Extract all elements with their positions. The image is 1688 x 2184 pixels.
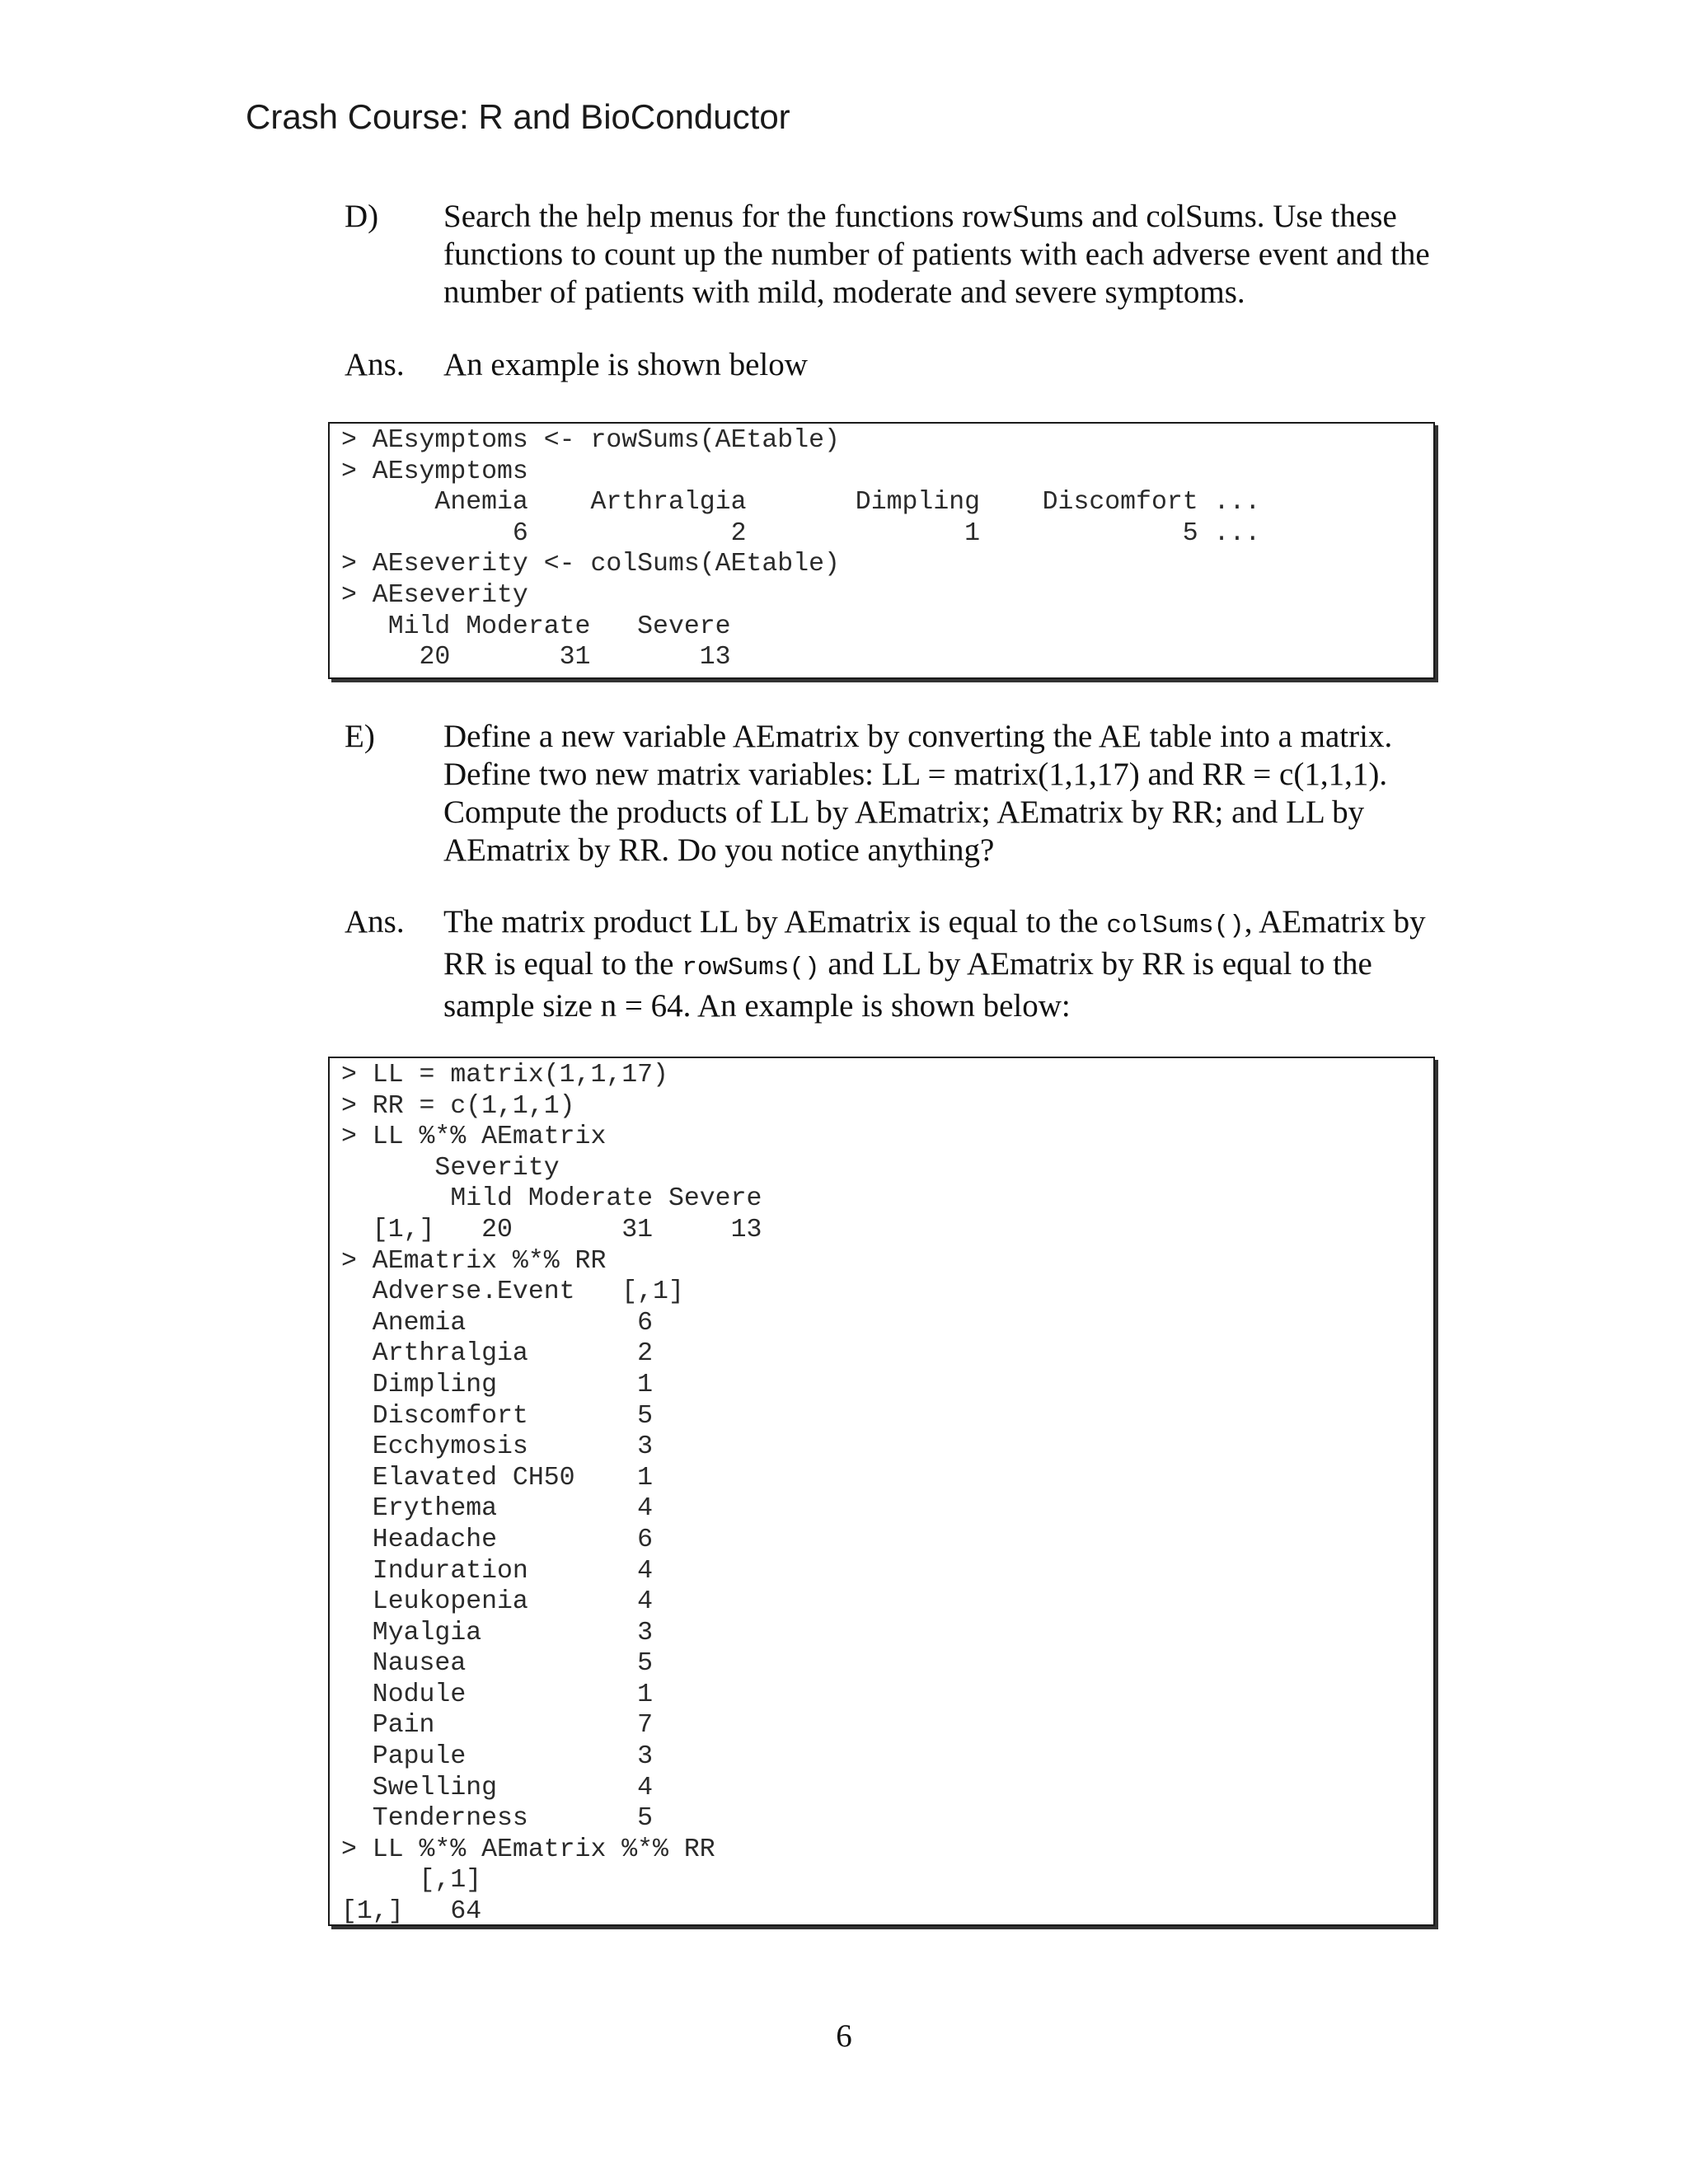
answer-d-text: An example is shown below <box>443 347 808 382</box>
code-line: Elavated CH50 1 <box>372 1463 654 1493</box>
code-line: > LL %*% AEmatrix <box>341 1122 607 1152</box>
answer-e-label: Ans. <box>345 904 405 940</box>
code-line: > AEseverity <box>341 580 528 610</box>
code-line: Papule 3 <box>372 1742 654 1772</box>
code-line: [1,] 20 31 13 <box>372 1215 762 1244</box>
question-d-label: D) <box>345 199 379 234</box>
code-line: 20 31 13 <box>341 643 731 673</box>
code-block-e <box>328 1057 1435 1926</box>
question-e <box>345 718 1465 869</box>
code-line: > RR = c(1,1,1) <box>341 1091 575 1121</box>
code-line: Pain 7 <box>372 1711 654 1741</box>
code-line: > AEsymptoms <box>341 457 528 486</box>
code-line: Mild Moderate Severe <box>387 612 731 641</box>
code-line: Anemia Arthralgia Dimpling Discomfort ... <box>434 488 1261 518</box>
answer-e <box>345 903 1465 1025</box>
code-line: > LL = matrix(1,1,17) <box>341 1061 668 1090</box>
code-line: Erythema 4 <box>372 1494 654 1524</box>
code-block-e-content <box>341 1060 1433 1926</box>
code-line: Leukopenia 4 <box>372 1587 654 1617</box>
code-line: [,1] <box>419 1866 482 1896</box>
rowsums-code: rowSums() <box>682 954 820 982</box>
code-block-d <box>328 422 1435 679</box>
code-line: Discomfort 5 <box>372 1401 654 1431</box>
page-number: 6 <box>836 2018 852 2054</box>
code-line: > LL %*% AEmatrix %*% RR <box>341 1835 715 1864</box>
code-line: Severity <box>434 1153 560 1183</box>
code-line: > AEmatrix %*% RR <box>341 1246 607 1276</box>
code-line: Adverse.Event [,1] <box>372 1277 684 1307</box>
code-line: Mild Moderate Severe <box>450 1184 762 1214</box>
code-line: Dimpling 1 <box>372 1370 654 1399</box>
code-line: > AEsymptoms <- rowSums(AEtable) <box>341 426 840 455</box>
code-line: [1,] 64 <box>341 1897 482 1926</box>
code-line: 6 2 1 5 ... <box>512 518 1261 548</box>
code-block-d-content <box>341 425 1433 673</box>
answer-e-text-part-1: The matrix product LL by AEmatrix is equal to the <box>443 904 1107 940</box>
question-d <box>345 198 1465 312</box>
code-line: Arthralgia 2 <box>372 1339 654 1369</box>
answer-d-label: Ans. <box>345 347 405 382</box>
question-d-text: Search the help menus for the functions rowSums and colSums. Use these functions to count up the number of patients with each adverse event and the number of patients with mild, moderate and severe symptoms. <box>443 199 1430 310</box>
answer-e-text-part-2: , AEmatrix by RR is equal to the <box>443 904 1426 982</box>
code-line: Swelling 4 <box>372 1773 654 1802</box>
colsums-code: colSums() <box>1106 912 1245 940</box>
question-e-label: E) <box>345 719 375 754</box>
question-e-text: Define a new variable AEmatrix by converting the AE table into a matrix. Define two new matrix variables: LL = matrix(1,1,17) and RR = c(1,1,1). Compute the products of LL by AEmatrix; AEmatrix by RR; and LL by AEmatrix by RR. Do you notice anything? <box>443 719 1393 868</box>
code-line: Anemia 6 <box>372 1308 654 1338</box>
code-line: Nausea 5 <box>372 1649 654 1679</box>
code-line: Myalgia 3 <box>372 1618 654 1647</box>
code-line: > AEseverity <- colSums(AEtable) <box>341 550 840 579</box>
code-line: Ecchymosis 3 <box>372 1432 654 1462</box>
answer-d <box>345 346 1465 384</box>
answer-e-text-part-3: and LL by AEmatrix by RR is equal to the sample size n = 64. An example is shown below: <box>443 946 1372 1024</box>
answer-e-text <box>443 903 1465 1025</box>
code-line: Tenderness 5 <box>372 1804 654 1834</box>
code-line: Nodule 1 <box>372 1680 654 1709</box>
code-line: Headache 6 <box>372 1525 654 1554</box>
page-header-title: Crash Course: R and BioConductor <box>246 97 790 136</box>
code-line: Induration 4 <box>372 1556 654 1586</box>
